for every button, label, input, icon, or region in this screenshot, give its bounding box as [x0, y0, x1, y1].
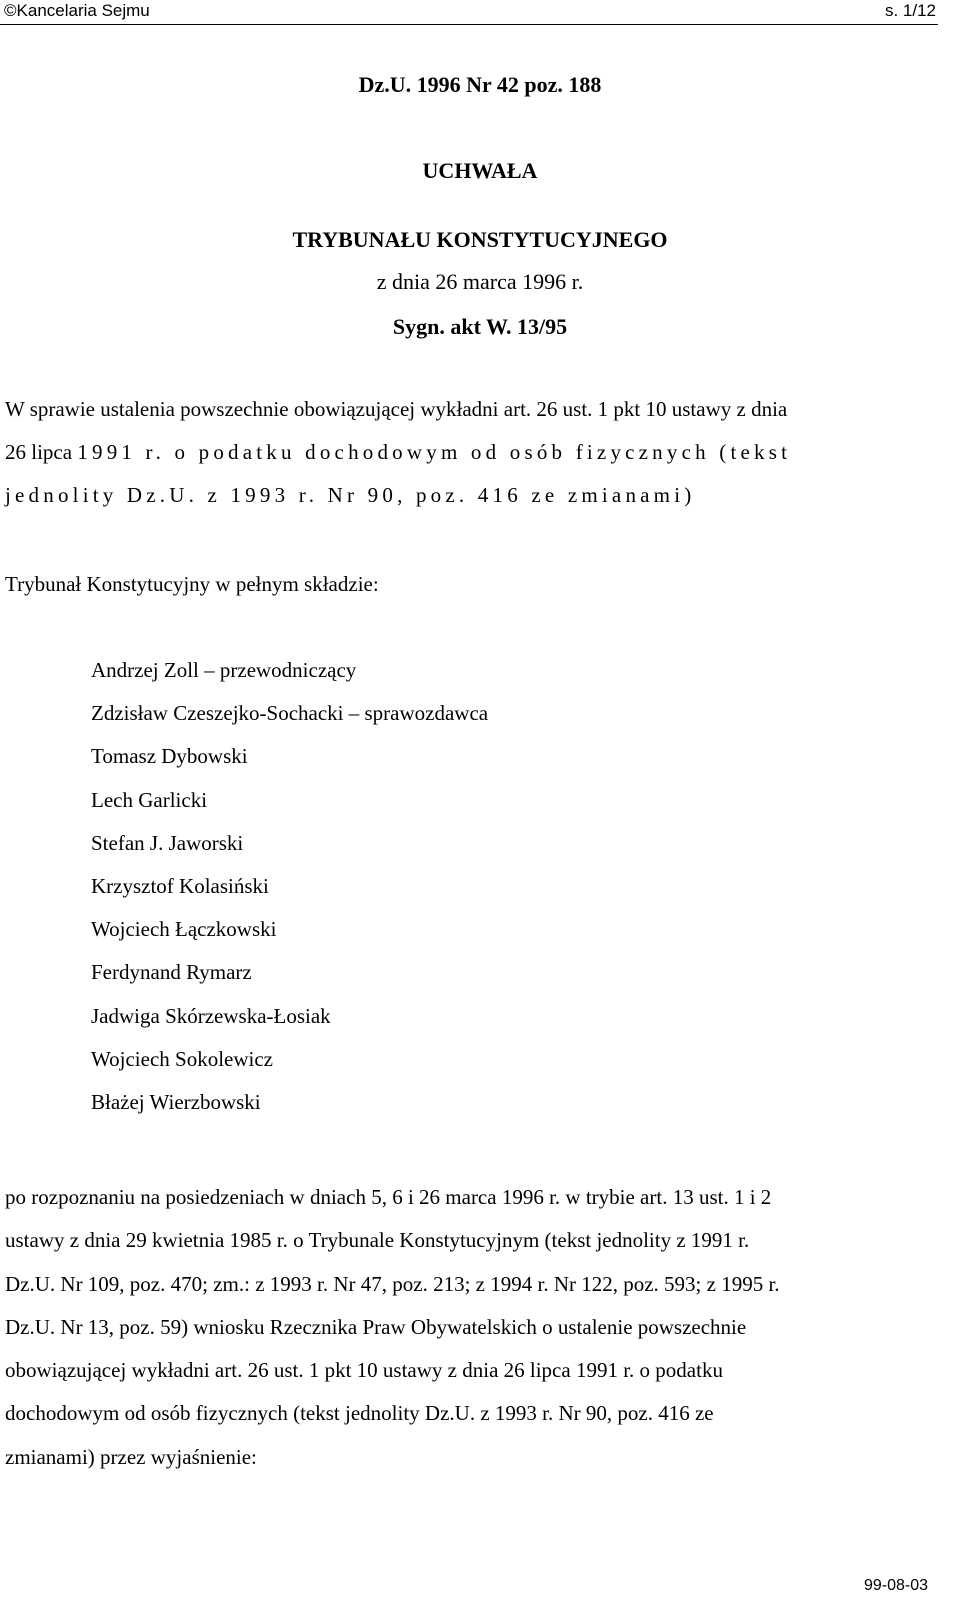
header-divider [0, 24, 938, 25]
body-line: ustawy z dnia 29 kwietnia 1985 r. o Trybunale Konstytucyjnym (tekst jednolity z 1991 r. [5, 1228, 750, 1253]
panel-member: Ferdynand Rymarz [91, 960, 252, 985]
document-date: z dnia 26 marca 1996 r. [376, 269, 584, 294]
issuing-body: TRYBUNAŁU KONSTYTUCYJNEGO [292, 227, 668, 252]
body-line: Dz.U. Nr 109, poz. 470; zm.: z 1993 r. Nr 47, poz. 213; z 1994 r. Nr 122, poz. 593; z 1995 r. [5, 1271, 780, 1296]
journal-citation: Dz.U. 1996 Nr 42 poz. 188 [358, 72, 602, 97]
panel-member: Andrzej Zoll – przewodniczący [91, 658, 357, 682]
body-line: dochodowym od osób fizycznych (tekst jednolity Dz.U. z 1993 r. Nr 90, poz. 416 ze [5, 1401, 714, 1426]
panel-member: Tomasz Dybowski [91, 744, 248, 769]
page-number: s. 1/12 [884, 1, 936, 20]
subject-line-2 [5, 431, 791, 474]
subject-line-2-start: 26 lipca [5, 440, 73, 464]
body-line: Dz.U. Nr 13, poz. 59) wniosku Rzecznika Praw Obywatelskich o ustalenie powszechnie [5, 1314, 747, 1339]
panel-member: Stefan J. Jaworski [91, 830, 244, 855]
panel-member: Krzysztof Kolasiński [91, 873, 269, 898]
body-line: obowiązującej wykładni art. 26 ust. 1 pkt 10 ustawy z dnia 26 lipca 1991 r. o podatku [5, 1358, 723, 1383]
body-line: po rozpoznaniu na posiedzeniach w dniach 5, 6 i 26 marca 1996 r. w trybie art. 13 ust. 1 i 2 [5, 1185, 772, 1209]
panel-member: Wojciech Łączkowski [91, 917, 277, 942]
footer-date: 99-08-03 [863, 1577, 928, 1594]
panel-intro: Trybunał Konstytucyjny w pełnym składzie: [5, 572, 379, 596]
panel-member: Wojciech Sokolewicz [91, 1046, 273, 1071]
body-line: zmianami) przez wyjaśnienie: [5, 1444, 257, 1469]
panel-member: Jadwiga Skórzewska-Łosiak [91, 1003, 331, 1028]
subject-line-3: jednolity Dz.U. z 1993 r. Nr 90, poz. 416 ze zmianami) [5, 483, 696, 507]
panel-member: Lech Garlicki [91, 787, 208, 812]
case-signature: Sygn. akt W. 13/95 [392, 314, 568, 339]
subject-line-1: W sprawie ustalenia powszechnie obowiązującej wykładni art. 26 ust. 1 pkt 10 ustawy z dnia [5, 397, 788, 421]
panel-member: Zdzisław Czeszejko-Sochacki – sprawozdawca [91, 701, 489, 726]
body-paragraph [5, 1176, 935, 1479]
document-type: UCHWAŁA [422, 158, 538, 183]
publisher-header: ©Kancelaria Sejmu [4, 1, 150, 20]
panel-member: Błażej Wierzbowski [91, 1089, 261, 1114]
panel-members-list [91, 656, 488, 1131]
subject-line-2-spaced: 1991 r. o podatku dochodowym od osób fizycznych (tekst [77, 440, 792, 464]
